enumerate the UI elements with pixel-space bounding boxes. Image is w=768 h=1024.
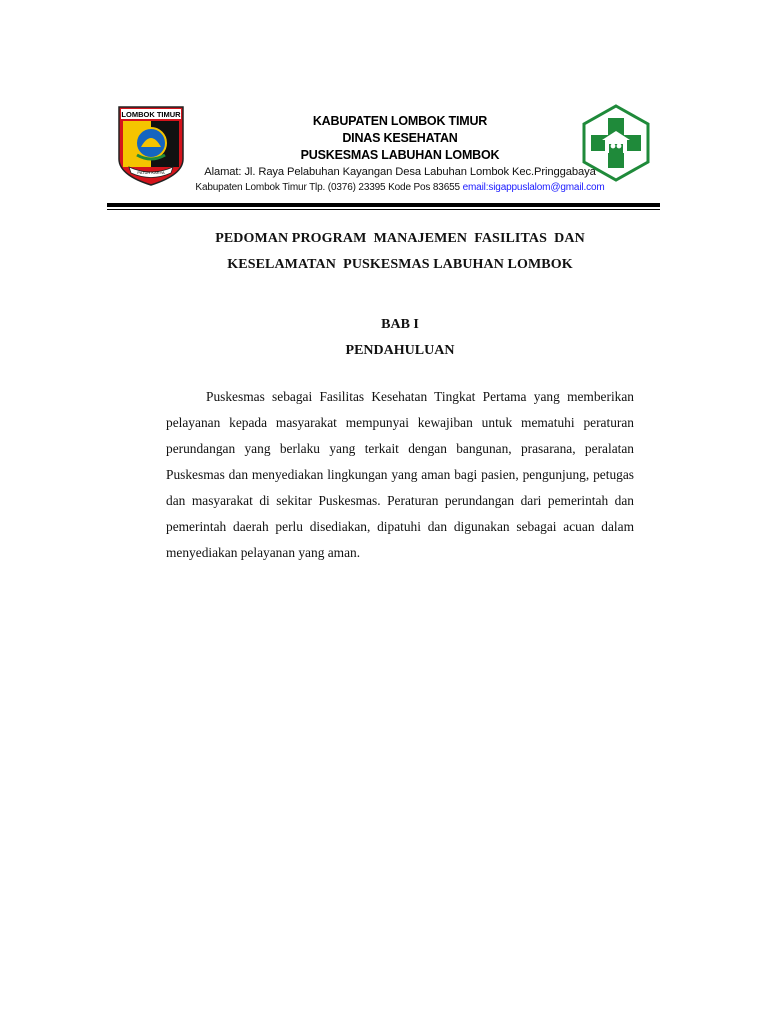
- intro-paragraph: Puskesmas sebagai Fasilitas Kesehatan Tingkat Pertama yang memberikan pelayanan kepada masyarakat mempunyai kewajiban untuk mematuhi peraturan perundangan yang berlaku yang terkait dengan bangunan, prasarana, peralatan Puskesmas dan menyediakan lingkungan yang aman bagi pasien, pengunjung, petugas dan masyarakat di sekitar Puskesmas. Peraturan perundangan dari pemerintah dan pemerintah daerah perlu disediakan, dipatuhi dan digunakan sebagai acuan dalam menyediakan pelayanan yang aman.: [166, 389, 634, 560]
- document-title-line-2: KESELAMATAN PUSKESMAS LABUHAN LOMBOK: [227, 257, 573, 272]
- letterhead-rule-thin: [107, 209, 660, 210]
- regency-name: KABUPATEN LOMBOK TIMUR: [312, 114, 488, 128]
- puskesmas-logo-icon: [581, 104, 651, 182]
- chapter-number: BAB I: [381, 317, 419, 332]
- emblem-label: LOMBOK TIMUR: [121, 110, 181, 119]
- emblem-ribbon-text: PATUH KARYA: [137, 170, 165, 175]
- letterhead-rule-thick: [107, 203, 660, 207]
- chapter-heading: [150, 312, 650, 364]
- letterhead-text: [175, 113, 625, 195]
- puskesmas-name: PUSKESMAS LABUHAN LOMBOK: [300, 148, 500, 162]
- contact-text: Kabupaten Lombok Timur Tlp. (0376) 23395 Kode Pos 83655: [195, 182, 460, 193]
- chapter-name: PENDAHULUAN: [345, 343, 455, 358]
- document-title-line-1: PEDOMAN PROGRAM MANAJEMEN FASILITAS DAN: [215, 231, 585, 246]
- contact-line: [175, 180, 625, 195]
- document-title: [150, 226, 650, 278]
- address-line: Alamat: Jl. Raya Pelabuhan Kayangan Desa Labuhan Lombok Kec.Pringgabaya: [204, 166, 596, 178]
- email-link[interactable]: email:sigappuslalom@gmail.com: [462, 182, 605, 193]
- letterhead: [0, 0, 768, 215]
- department-name: DINAS KESEHATAN: [342, 131, 458, 145]
